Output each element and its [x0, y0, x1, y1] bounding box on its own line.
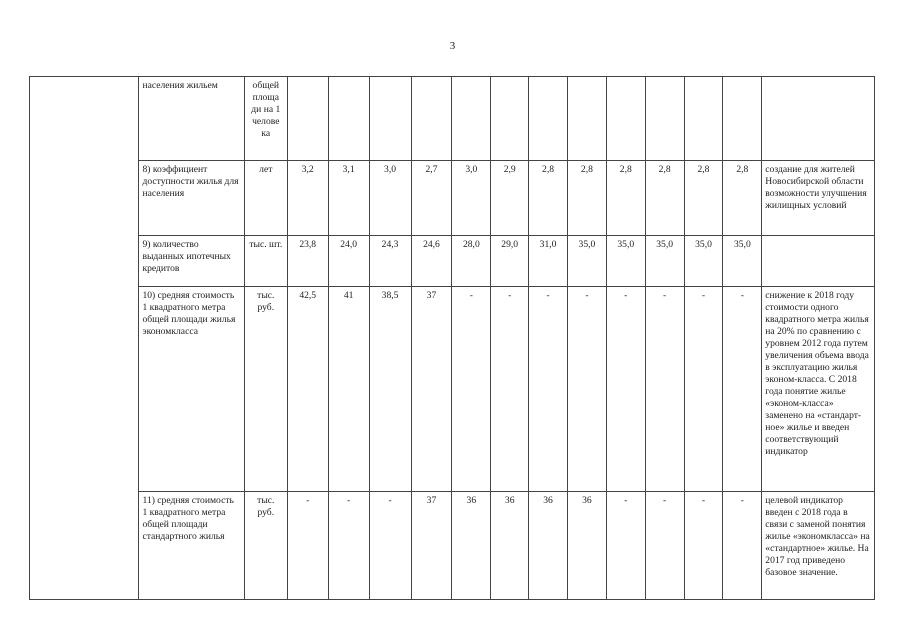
value-cell: 36 [567, 492, 606, 600]
indicator-note [762, 236, 875, 287]
value-cell: 35,0 [567, 236, 606, 287]
value-cell [452, 77, 491, 161]
value-cell: 35,0 [723, 236, 762, 287]
indicator-name: 9) количество выданных ипотечных кредитов [139, 236, 244, 287]
value-cell: - [369, 492, 411, 600]
value-cell: 37 [411, 287, 452, 492]
indicators-table [29, 76, 875, 600]
value-cell: 2,8 [567, 161, 606, 236]
value-cell: 36 [491, 492, 529, 600]
value-cell: 2,8 [529, 161, 568, 236]
value-cell: 31,0 [529, 236, 568, 287]
indicator-name: 10) средняя стоимость 1 квадратного метра общей площади жилья экономкласса [139, 287, 244, 492]
value-cell: - [723, 492, 762, 600]
value-cell: 42,5 [287, 287, 328, 492]
value-cell: 23,8 [287, 236, 328, 287]
value-cell: 3,1 [328, 161, 369, 236]
value-cell: 35,0 [606, 236, 645, 287]
value-cell [645, 77, 684, 161]
indicator-unit: общей площа ди на 1 челове ка [244, 77, 287, 161]
indicator-name: 8) коэффициент доступности жилья для населения [139, 161, 244, 236]
value-cell [369, 77, 411, 161]
value-cell: 24,3 [369, 236, 411, 287]
value-cell: 24,0 [328, 236, 369, 287]
table-row [30, 287, 875, 492]
value-cell [529, 77, 568, 161]
table-row [30, 77, 875, 161]
value-cell: - [529, 287, 568, 492]
indicator-note: целевой индикатор введен с 2018 года в связи с заменой понятия жилье «экономкласса» на «стандартное» жилье. На 2017 год приведено базовое значение. [762, 492, 875, 600]
indicator-unit: тыс. руб. [244, 287, 287, 492]
value-cell: 2,8 [645, 161, 684, 236]
value-cell: 41 [328, 287, 369, 492]
empty-first-column-cell [30, 77, 139, 600]
value-cell: - [287, 492, 328, 600]
value-cell [567, 77, 606, 161]
value-cell [328, 77, 369, 161]
value-cell: 2,9 [491, 161, 529, 236]
value-cell [411, 77, 452, 161]
table-row [30, 492, 875, 600]
value-cell: 24,6 [411, 236, 452, 287]
value-cell: 2,7 [411, 161, 452, 236]
value-cell: 29,0 [491, 236, 529, 287]
value-cell: 2,8 [684, 161, 723, 236]
indicator-unit: лет [244, 161, 287, 236]
value-cell: - [723, 287, 762, 492]
value-cell [606, 77, 645, 161]
value-cell: 3,2 [287, 161, 328, 236]
value-cell [684, 77, 723, 161]
value-cell: - [684, 492, 723, 600]
value-cell: - [606, 492, 645, 600]
value-cell: 35,0 [645, 236, 684, 287]
indicator-note: создание для жителей Новосибирской области возможности улучшения жилищных условий [762, 161, 875, 236]
value-cell: 36 [452, 492, 491, 600]
value-cell: 36 [529, 492, 568, 600]
value-cell: 3,0 [452, 161, 491, 236]
value-cell: 2,8 [723, 161, 762, 236]
value-cell: - [491, 287, 529, 492]
value-cell: 37 [411, 492, 452, 600]
value-cell: - [645, 492, 684, 600]
value-cell: 3,0 [369, 161, 411, 236]
indicator-unit: тыс. шт. [244, 236, 287, 287]
value-cell: - [452, 287, 491, 492]
value-cell: 35,0 [684, 236, 723, 287]
value-cell: 38,5 [369, 287, 411, 492]
indicator-name: 11) средняя стоимость 1 квадратного метра общей площади стандартного жилья [139, 492, 244, 600]
indicator-unit: тыс. руб. [244, 492, 287, 600]
table-row [30, 236, 875, 287]
value-cell: 2,8 [606, 161, 645, 236]
value-cell [491, 77, 529, 161]
value-cell [723, 77, 762, 161]
value-cell: - [567, 287, 606, 492]
table-body [30, 77, 875, 600]
indicator-name: населения жильем [139, 77, 244, 161]
value-cell: - [684, 287, 723, 492]
table-row [30, 161, 875, 236]
value-cell: 28,0 [452, 236, 491, 287]
value-cell: - [328, 492, 369, 600]
value-cell: - [606, 287, 645, 492]
value-cell: - [645, 287, 684, 492]
page-number: 3 [449, 40, 456, 52]
value-cell [287, 77, 328, 161]
indicator-note [762, 77, 875, 161]
indicator-note: снижение к 2018 году стоимости одного квадратного метра жилья на 20% по сравнению с уровнем 2012 года путем увеличения объема ввода в эксплуатацию жилья эконом-класса. С 2018 года понятие жилье «эконом-класса» заменено на «стандарт-ное» жилье и введен соответствующий индикатор [762, 287, 875, 492]
